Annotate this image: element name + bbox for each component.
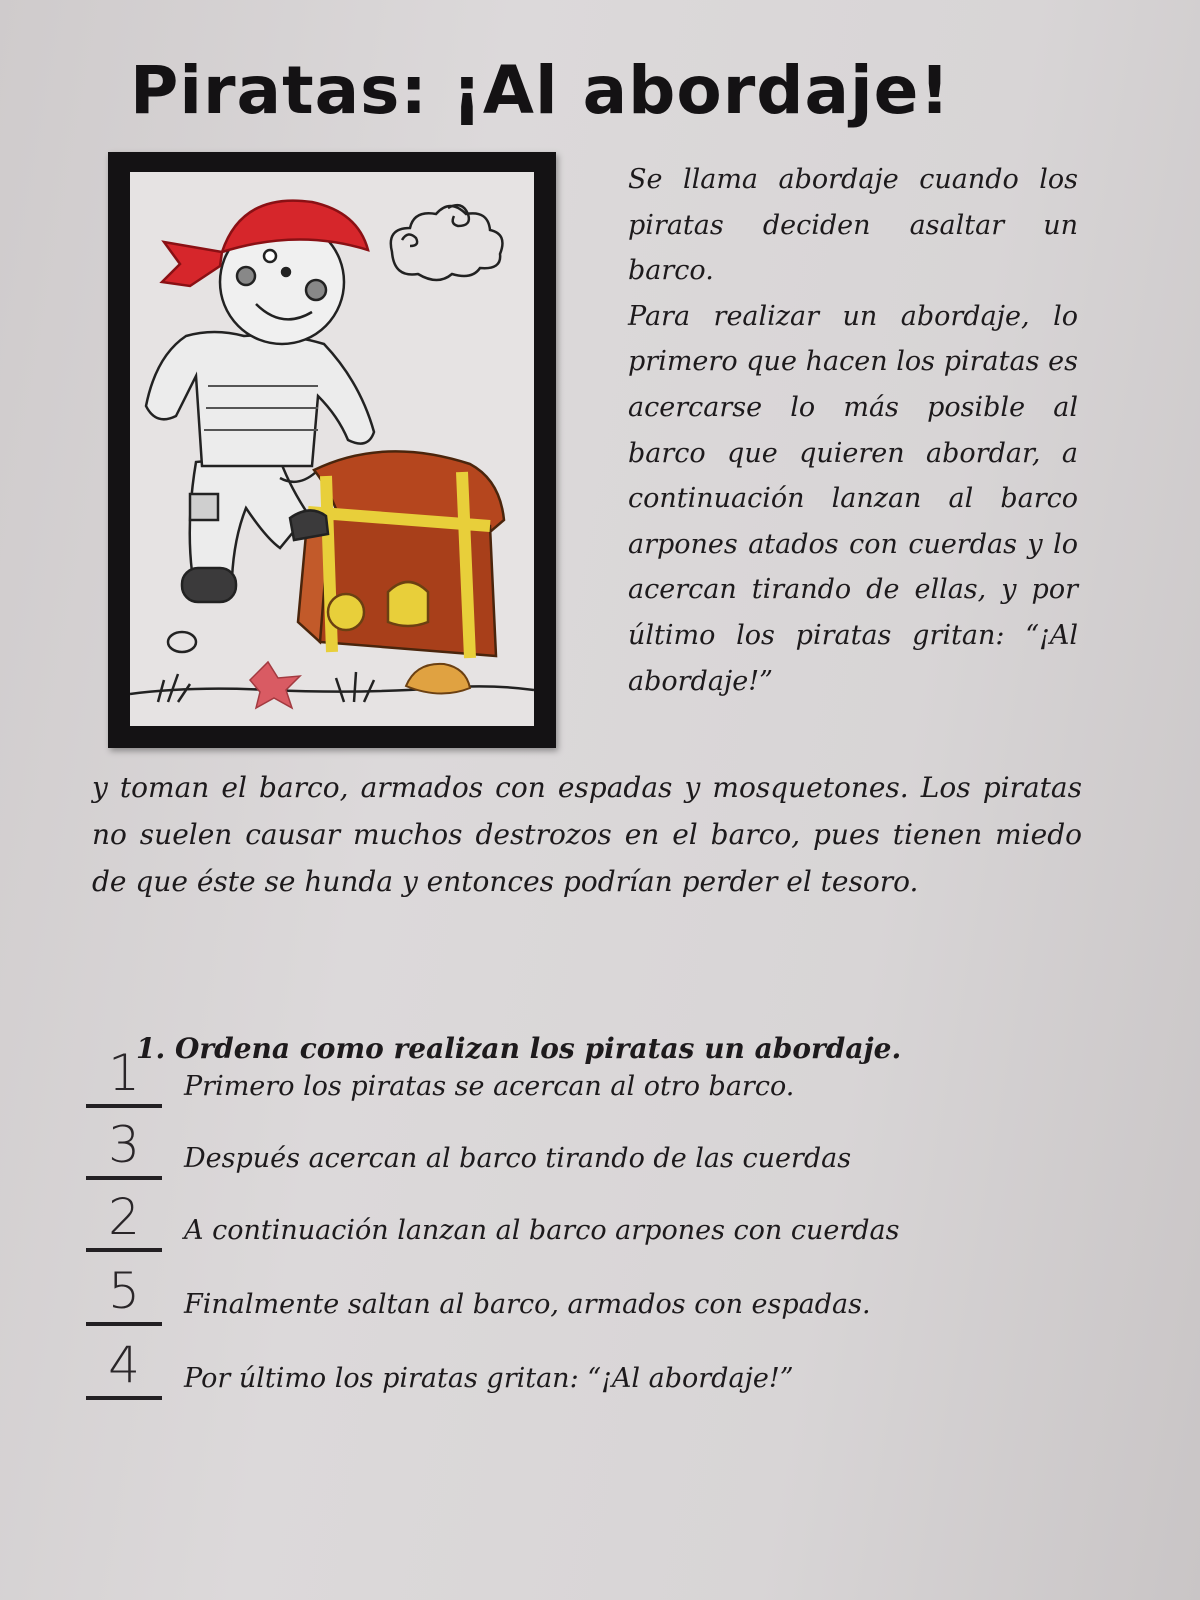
answer-blank[interactable]: 5: [86, 1260, 162, 1326]
step-text: Finalmente saltan al barco, armados con espadas.: [184, 1289, 871, 1320]
exercise-heading: 1. Ordena como realizan los piratas un abordaje.: [136, 1032, 902, 1065]
intro-text: [628, 157, 1078, 704]
process-paragraph: Para realizar un abordaje, lo primero que hacen los piratas es acercarse lo más posible al barco que quieren abordar, a continuación lanzan al barco arpones atados con cuerdas y lo acercan tirando de ellas, y por último los piratas gritan: “¡Al abordaje!”: [628, 300, 1078, 697]
intro-paragraph: Se llama abordaje cuando los piratas deciden asaltar un barco.: [628, 164, 1078, 287]
treasure-chest-icon: [290, 451, 504, 658]
starfish-icon: [250, 662, 300, 708]
exercise-step: [80, 1116, 1080, 1180]
pirate-with-treasure-chest-icon: [130, 172, 534, 726]
step-text: Por último los piratas gritan: “¡Al abordaje!”: [184, 1363, 794, 1394]
ground-line: [130, 686, 534, 694]
pirate-illustration: [108, 152, 556, 748]
exercise-step: [80, 1188, 1080, 1252]
answer-blank[interactable]: 4: [86, 1334, 162, 1400]
page-title: Piratas: ¡Al abordaje!: [130, 52, 951, 129]
step-text: A continuación lanzan al barco arpones con cuerdas: [184, 1215, 900, 1246]
answer-blank[interactable]: 3: [86, 1114, 162, 1180]
cloud-icon: [391, 205, 503, 280]
step-text: Primero los piratas se acercan al otro barco.: [184, 1071, 795, 1102]
continuation-paragraph: y toman el barco, armados con espadas y mosquetones. Los piratas no suelen causar muchos destrozos en el barco, pues tienen miedo de que éste se hunda y entonces podrían perder el tesoro.: [92, 771, 1082, 898]
exercise-step: [80, 1044, 1080, 1108]
step-text: Después acercan al barco tirando de las cuerdas: [184, 1143, 852, 1174]
shell-icon: [406, 664, 470, 694]
exercise-step: [80, 1262, 1080, 1326]
exercise-step: [80, 1336, 1080, 1400]
answer-blank[interactable]: 2: [86, 1186, 162, 1252]
answer-blank[interactable]: 1: [86, 1042, 162, 1108]
pebble: [168, 632, 196, 652]
